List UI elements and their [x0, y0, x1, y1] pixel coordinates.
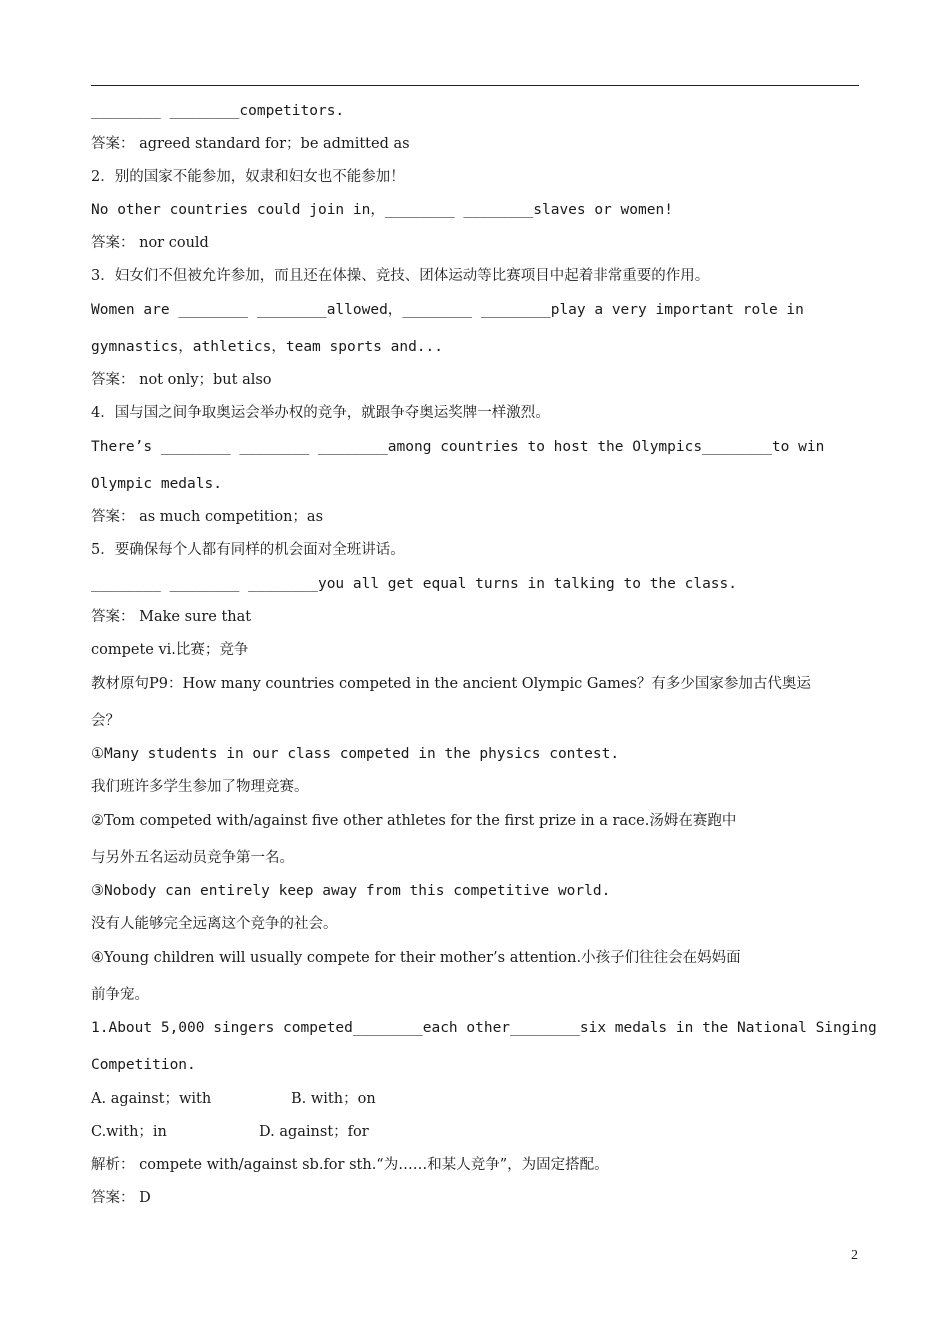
example-line: ①Many students in our class competed in the physics contest.	[91, 746, 620, 762]
question-heading: 4．国与国之间争取奥运会举办权的竞争，就跟争夺奥运奖牌一样激烈。	[91, 405, 550, 421]
example-translation: 前争宠。	[91, 987, 149, 1003]
header-rule	[91, 85, 859, 86]
text-line: No other countries could join in，________ ________slaves or women!	[91, 202, 673, 218]
example-translation: 我们班许多学生参加了物理竞赛。	[91, 779, 309, 795]
question-heading: 5．要确保每个人都有同样的机会面对全班讲话。	[91, 542, 405, 558]
question-heading: 2．别的国家不能参加，奴隶和妇女也不能参加！	[91, 169, 405, 185]
answer-line: 答案： D	[91, 1190, 151, 1206]
option-d: D. against；for	[259, 1124, 369, 1140]
vocab-heading: compete vi.比赛；竞争	[91, 642, 249, 658]
answer-line: 答案： agreed standard for；be admitted as	[91, 136, 410, 152]
question-heading: 3．妇女们不但被允许参加，而且还在体操、竞技、团体运动等比赛项目中起着非常重要的作用。	[91, 268, 710, 284]
text-line: Women are ________ ________allowed，________ ________play a very important role in	[91, 302, 804, 318]
answer-line: 答案： nor could	[91, 235, 209, 251]
text-line: There’s ________ ________ ________among countries to host the Olympics________to win	[91, 439, 825, 455]
example-line: ②Tom competed with/against five other athletes for the first prize in a race.汤姆在赛跑中	[91, 813, 737, 829]
option-b: B. with；on	[291, 1091, 376, 1107]
page-number: 2	[851, 1248, 858, 1263]
example-translation: 没有人能够完全远离这个竞争的社会。	[91, 916, 338, 932]
exercise-question: 1.About 5,000 singers competed________each other________six medals in the National Singing	[91, 1020, 877, 1036]
text-line: gymnastics，athletics，team sports and...	[91, 339, 444, 355]
text-line: 会？	[91, 713, 120, 729]
text-line: ________ ________competitors.	[91, 103, 345, 119]
example-line: ③Nobody can entirely keep away from this competitive world.	[91, 883, 611, 899]
text-line: 教材原句P9：How many countries competed in the ancient Olympic Games？有多少国家参加古代奥运	[91, 676, 811, 692]
example-line: ④Young children will usually compete for their mother’s attention.小孩子们往往会在妈妈面	[91, 950, 741, 966]
text-line: ________ ________ ________you all get equal turns in talking to the class.	[91, 576, 738, 592]
answer-line: 答案： not only；but also	[91, 372, 272, 388]
text-line: Olympic medals.	[91, 476, 222, 492]
answer-line: 答案： Make sure that	[91, 609, 252, 625]
analysis-line: 解析： compete with/against sb.for sth.“为……和某人竞争”，为固定搭配。	[91, 1157, 609, 1173]
answer-line: 答案： as much competition；as	[91, 509, 324, 525]
exercise-question: Competition.	[91, 1057, 196, 1073]
options-row	[91, 1122, 859, 1142]
example-translation: 与另外五名运动员竞争第一名。	[91, 850, 294, 866]
option-c: C.with；in	[91, 1124, 167, 1140]
option-a: A. against；with	[91, 1091, 212, 1107]
options-row	[91, 1089, 859, 1109]
